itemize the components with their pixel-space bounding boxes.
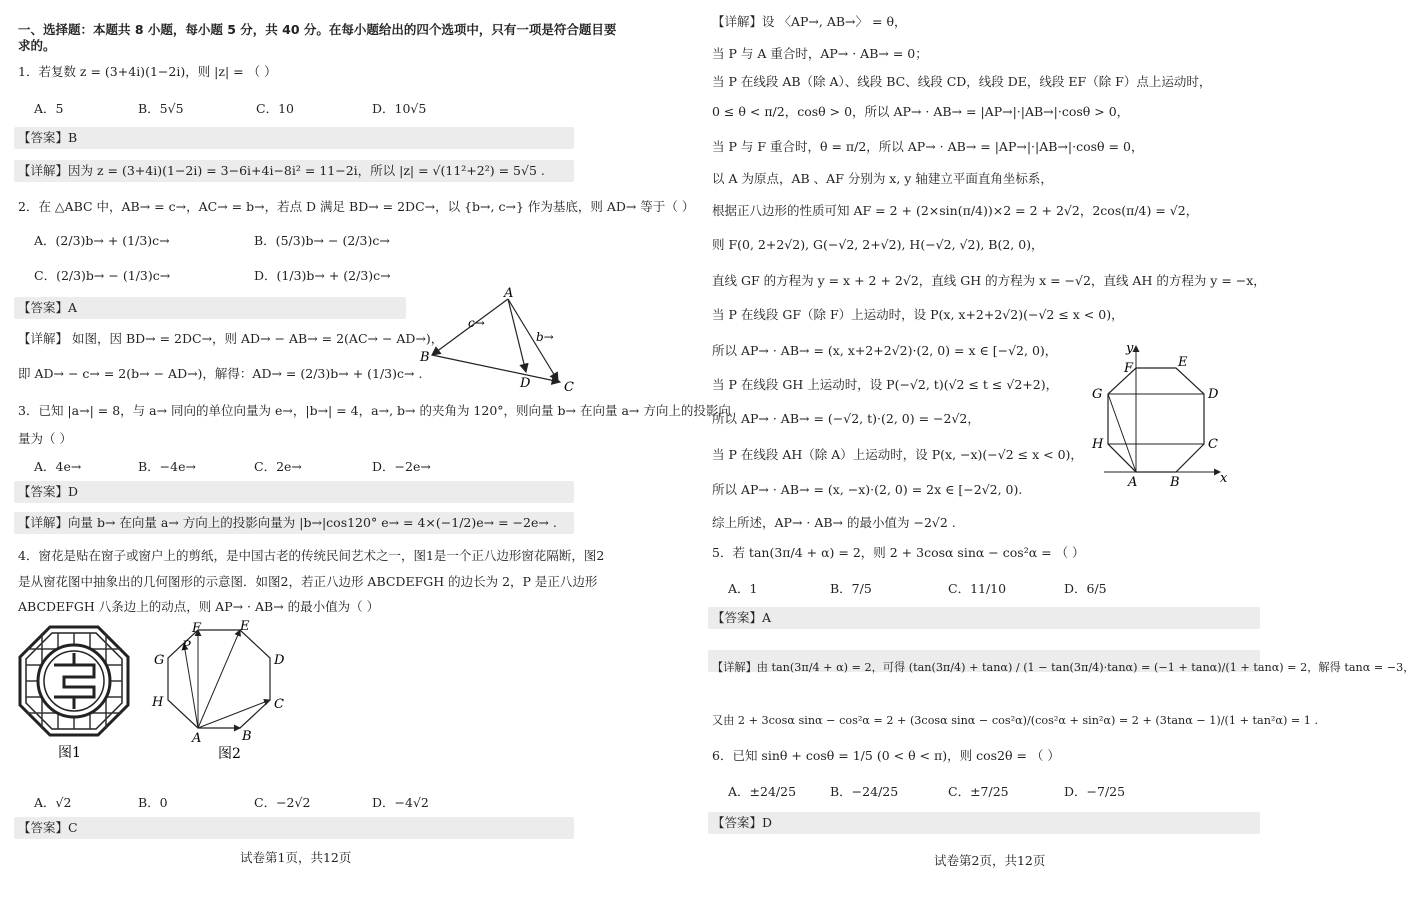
q3-option-d: D．−2e→ xyxy=(372,459,431,474)
q3-answer: 【答案】D xyxy=(18,484,79,499)
q3-stem-line-1: 3．已知 |a→| = 8，与 a→ 同向的单位向量为 e→，|b→| = 4，a→, b→ 的夹角为 120°，则向量 b→ 在向量 a→ 方向上的投影向 xyxy=(18,403,731,418)
q4-option-d: D．−4√2 xyxy=(372,795,429,810)
q1-answer: 【答案】B xyxy=(18,130,78,145)
q5-detail-line-1: 【详解】由 tan(3π/4 + α) = 2，可得 (tan(3π/4) + tanα) / (1 − tan(3π/4)·tanα) = (−1 + tanα)/(1 + tanα) = 2，解得 tanα = −3， xyxy=(712,661,1414,674)
answer-shade xyxy=(708,812,1260,834)
section-heading-line-2: 求的。 xyxy=(18,38,56,53)
q3-option-b: B．−4e→ xyxy=(138,459,196,474)
label-y: y xyxy=(1126,341,1134,356)
q5-option-c: C．11/10 xyxy=(948,581,1007,596)
detail-line-8: 则 F(0, 2+2√2), G(−√2, 2+√2), H(−√2, √2), B(2, 0)， xyxy=(712,237,1044,252)
q5-answer: 【答案】A xyxy=(712,610,772,625)
q2-detail-line-1: 【详解】 如图，因 BD→ = 2DC→，则 AD→ − AB→ = 2(AC→ − AD→)， xyxy=(18,331,444,346)
answer-shade xyxy=(14,127,574,149)
label-d: D xyxy=(1208,387,1219,402)
q6-stem: 6．已知 sinθ + cosθ = 1/5 (0 < θ < π)，则 cos2θ = （ ） xyxy=(712,748,1060,763)
q2-stem: 2．在 △ABC 中，AB→ = c→，AC→ = b→，若点 D 满足 BD→ = 2DC→，以 {b→, c→} 作为基底，则 AD→ 等于（ ） xyxy=(18,199,695,214)
q4-option-b: B．0 xyxy=(138,795,168,810)
detail-line-3: 当 P 在线段 AB（除 A）、线段 BC、线段 CD，线段 DE，线段 EF（除 F）点上运动时， xyxy=(712,74,1212,89)
q4-option-c: C．−2√2 xyxy=(254,795,311,810)
label-x: x xyxy=(1220,471,1228,486)
q3-stem-line-2: 量为（ ） xyxy=(18,431,72,446)
q4-answer: 【答案】C xyxy=(18,820,78,835)
section-heading-line-1: 一、选择题：本题共 8 小题，每小题 5 分，共 40 分。在每小题给出的四个选项中，只有一项是符合题目要 xyxy=(18,22,617,37)
q4-stem-line-1: 4．窗花是贴在窗子或窗户上的剪纸，是中国古老的传统民间艺术之一，图1是一个正八边形窗花隔断，图2 xyxy=(18,548,605,563)
q3-option-a: A．4e→ xyxy=(34,459,82,474)
label-c: C xyxy=(1208,437,1218,452)
label-f: F xyxy=(192,621,202,636)
detail-line-11: 所以 AP→ · AB→ = (x, x+2+2√2)·(2, 0) = x ∈ [−√2, 0)， xyxy=(712,343,1058,358)
q5-option-d: D．6/5 xyxy=(1064,581,1107,596)
label-b: B xyxy=(1170,475,1180,490)
coordinate-octagon-figure xyxy=(1084,340,1234,490)
label-p: P xyxy=(182,639,191,654)
q4-option-a: A．√2 xyxy=(34,795,72,810)
detail-line-2: 当 P 与 A 重合时，AP→ · AB→ = 0； xyxy=(712,46,928,61)
label-h: H xyxy=(1092,437,1104,452)
q5-detail-line-2: 又由 2 + 3cosα sinα − cos²α = 2 + (3cosα sinα − cos²α)/(cos²α + sin²α) = 2 + (3tanα − 1)/(1 + tan²α) = 1 . xyxy=(712,714,1319,727)
detail-line-14: 当 P 在线段 AH（除 A）上运动时，设 P(x, −x)(−√2 ≤ x < 0)， xyxy=(712,447,1083,462)
detail-line-9: 直线 GF 的方程为 y = x + 2 + 2√2，直线 GH 的方程为 x = −√2，直线 AH 的方程为 y = −x， xyxy=(712,273,1266,288)
label-g: G xyxy=(154,653,165,668)
q2-option-c: C．(2/3)b→ − (1/3)c→ xyxy=(34,268,171,283)
page-footer: 试卷第2页，共12页 xyxy=(934,853,1046,868)
q3-option-c: C．2e→ xyxy=(254,459,302,474)
q1-stem: 1．若复数 z = (3+4i)(1−2i)，则 |z| = （ ） xyxy=(18,64,277,79)
label-f: F xyxy=(1124,361,1134,376)
detail-line-15: 所以 AP→ · AB→ = (x, −x)·(2, 0) = 2x ∈ [−2√2, 0). xyxy=(712,482,1023,497)
figure-2-caption: 图2 xyxy=(218,746,241,762)
detail-line-4: 0 ≤ θ < π/2，cosθ > 0，所以 AP→ · AB→ = |AP→|·|AB→|·cosθ > 0， xyxy=(712,104,1130,119)
q6-option-b: B．−24/25 xyxy=(830,784,899,799)
octagon-figure xyxy=(148,618,298,768)
figure-1-caption: 图1 xyxy=(58,745,81,761)
q5-option-b: B．7/5 xyxy=(830,581,872,596)
answer-shade xyxy=(14,817,574,839)
exam-page-2 xyxy=(712,0,1414,900)
q4-stem-line-3: ABCDEFGH 八条边上的动点，则 AP→ · AB→ 的最小值为（ ） xyxy=(18,599,380,614)
detail-line-7: 根据正八边形的性质可知 AF = 2 + (2×sin(π/4))×2 = 2 + 2√2，2cos(π/4) = √2， xyxy=(712,203,1199,218)
q2-option-a: A．(2/3)b→ + (1/3)c→ xyxy=(34,233,170,248)
label-b: B xyxy=(242,729,252,744)
q1-option-d: D．10√5 xyxy=(372,101,427,116)
q6-option-d: D．−7/25 xyxy=(1064,784,1126,799)
q1-option-a: A．5 xyxy=(34,101,64,116)
label-vector-c: c→ xyxy=(468,316,485,330)
q5-stem: 5．若 tan(3π/4 + α) = 2，则 2 + 3cosα sinα − cos²α = （ ） xyxy=(712,545,1085,560)
exam-page-1 xyxy=(18,0,731,900)
q2-option-d: D．(1/3)b→ + (2/3)c→ xyxy=(254,268,391,283)
q6-answer: 【答案】D xyxy=(712,815,773,830)
q2-option-b: B．(5/3)b→ − (2/3)c→ xyxy=(254,233,390,248)
page-footer: 试卷第1页，共12页 xyxy=(240,850,352,865)
detail-line-1: 【详解】设 〈AP→, AB→〉 = θ， xyxy=(712,14,907,29)
detail-line-16: 综上所述，AP→ · AB→ 的最小值为 −2√2 . xyxy=(712,515,956,530)
answer-shade xyxy=(708,607,1260,629)
q6-option-c: C．±7/25 xyxy=(948,784,1009,799)
triangle-figure xyxy=(418,285,578,400)
label-e: E xyxy=(1178,355,1188,370)
window-flower-figure xyxy=(18,625,130,765)
q1-option-b: B．5√5 xyxy=(138,101,184,116)
q6-option-a: A．±24/25 xyxy=(728,784,797,799)
label-a: A xyxy=(504,286,514,301)
label-g: G xyxy=(1092,387,1103,402)
label-c: C xyxy=(564,380,574,395)
label-vector-b: b→ xyxy=(536,330,554,344)
detail-line-5: 当 P 与 F 重合时，θ = π/2，所以 AP→ · AB→ = |AP→|·|AB→|·cosθ = 0， xyxy=(712,139,1144,154)
label-e: E xyxy=(240,619,250,634)
label-d: D xyxy=(274,653,285,668)
q2-detail-line-2: 即 AD→ − c→ = 2(b→ − AD→)，解得：AD→ = (2/3)b→ + (1/3)c→ . xyxy=(18,366,423,381)
q3-detail: 【详解】向量 b→ 在向量 a→ 方向上的投影向量为 |b→|cos120° e→ = 4×(−1/2)e→ = −2e→ . xyxy=(18,515,557,530)
detail-line-10: 当 P 在线段 GF（除 F）上运动时，设 P(x, x+2+2√2)(−√2 ≤ x < 0)， xyxy=(712,307,1124,322)
q1-detail: 【详解】因为 z = (3+4i)(1−2i) = 3−6i+4i−8i² = 11−2i，所以 |z| = √(11²+2²) = 5√5 . xyxy=(18,163,545,178)
q4-stem-line-2: 是从窗花图中抽象出的几何图形的示意图．如图2，若正八边形 ABCDEFGH 的边长为 2，P 是正八边形 xyxy=(18,574,598,589)
label-c: C xyxy=(274,697,284,712)
answer-shade xyxy=(14,481,574,503)
q2-answer: 【答案】A xyxy=(18,300,78,315)
detail-line-13: 所以 AP→ · AB→ = (−√2, t)·(2, 0) = −2√2， xyxy=(712,411,980,426)
q1-option-c: C．10 xyxy=(256,101,294,116)
q5-option-a: A．1 xyxy=(728,581,758,596)
label-d: D xyxy=(520,376,531,391)
label-a: A xyxy=(1128,475,1138,490)
detail-line-6: 以 A 为原点，AB 、AF 分别为 x, y 轴建立平面直角坐标系， xyxy=(712,171,1053,186)
label-b: B xyxy=(420,350,430,365)
label-a: A xyxy=(192,731,202,746)
detail-line-12: 当 P 在线段 GH 上运动时，设 P(−√2, t)(√2 ≤ t ≤ √2+2)， xyxy=(712,377,1059,392)
label-h: H xyxy=(152,695,164,710)
